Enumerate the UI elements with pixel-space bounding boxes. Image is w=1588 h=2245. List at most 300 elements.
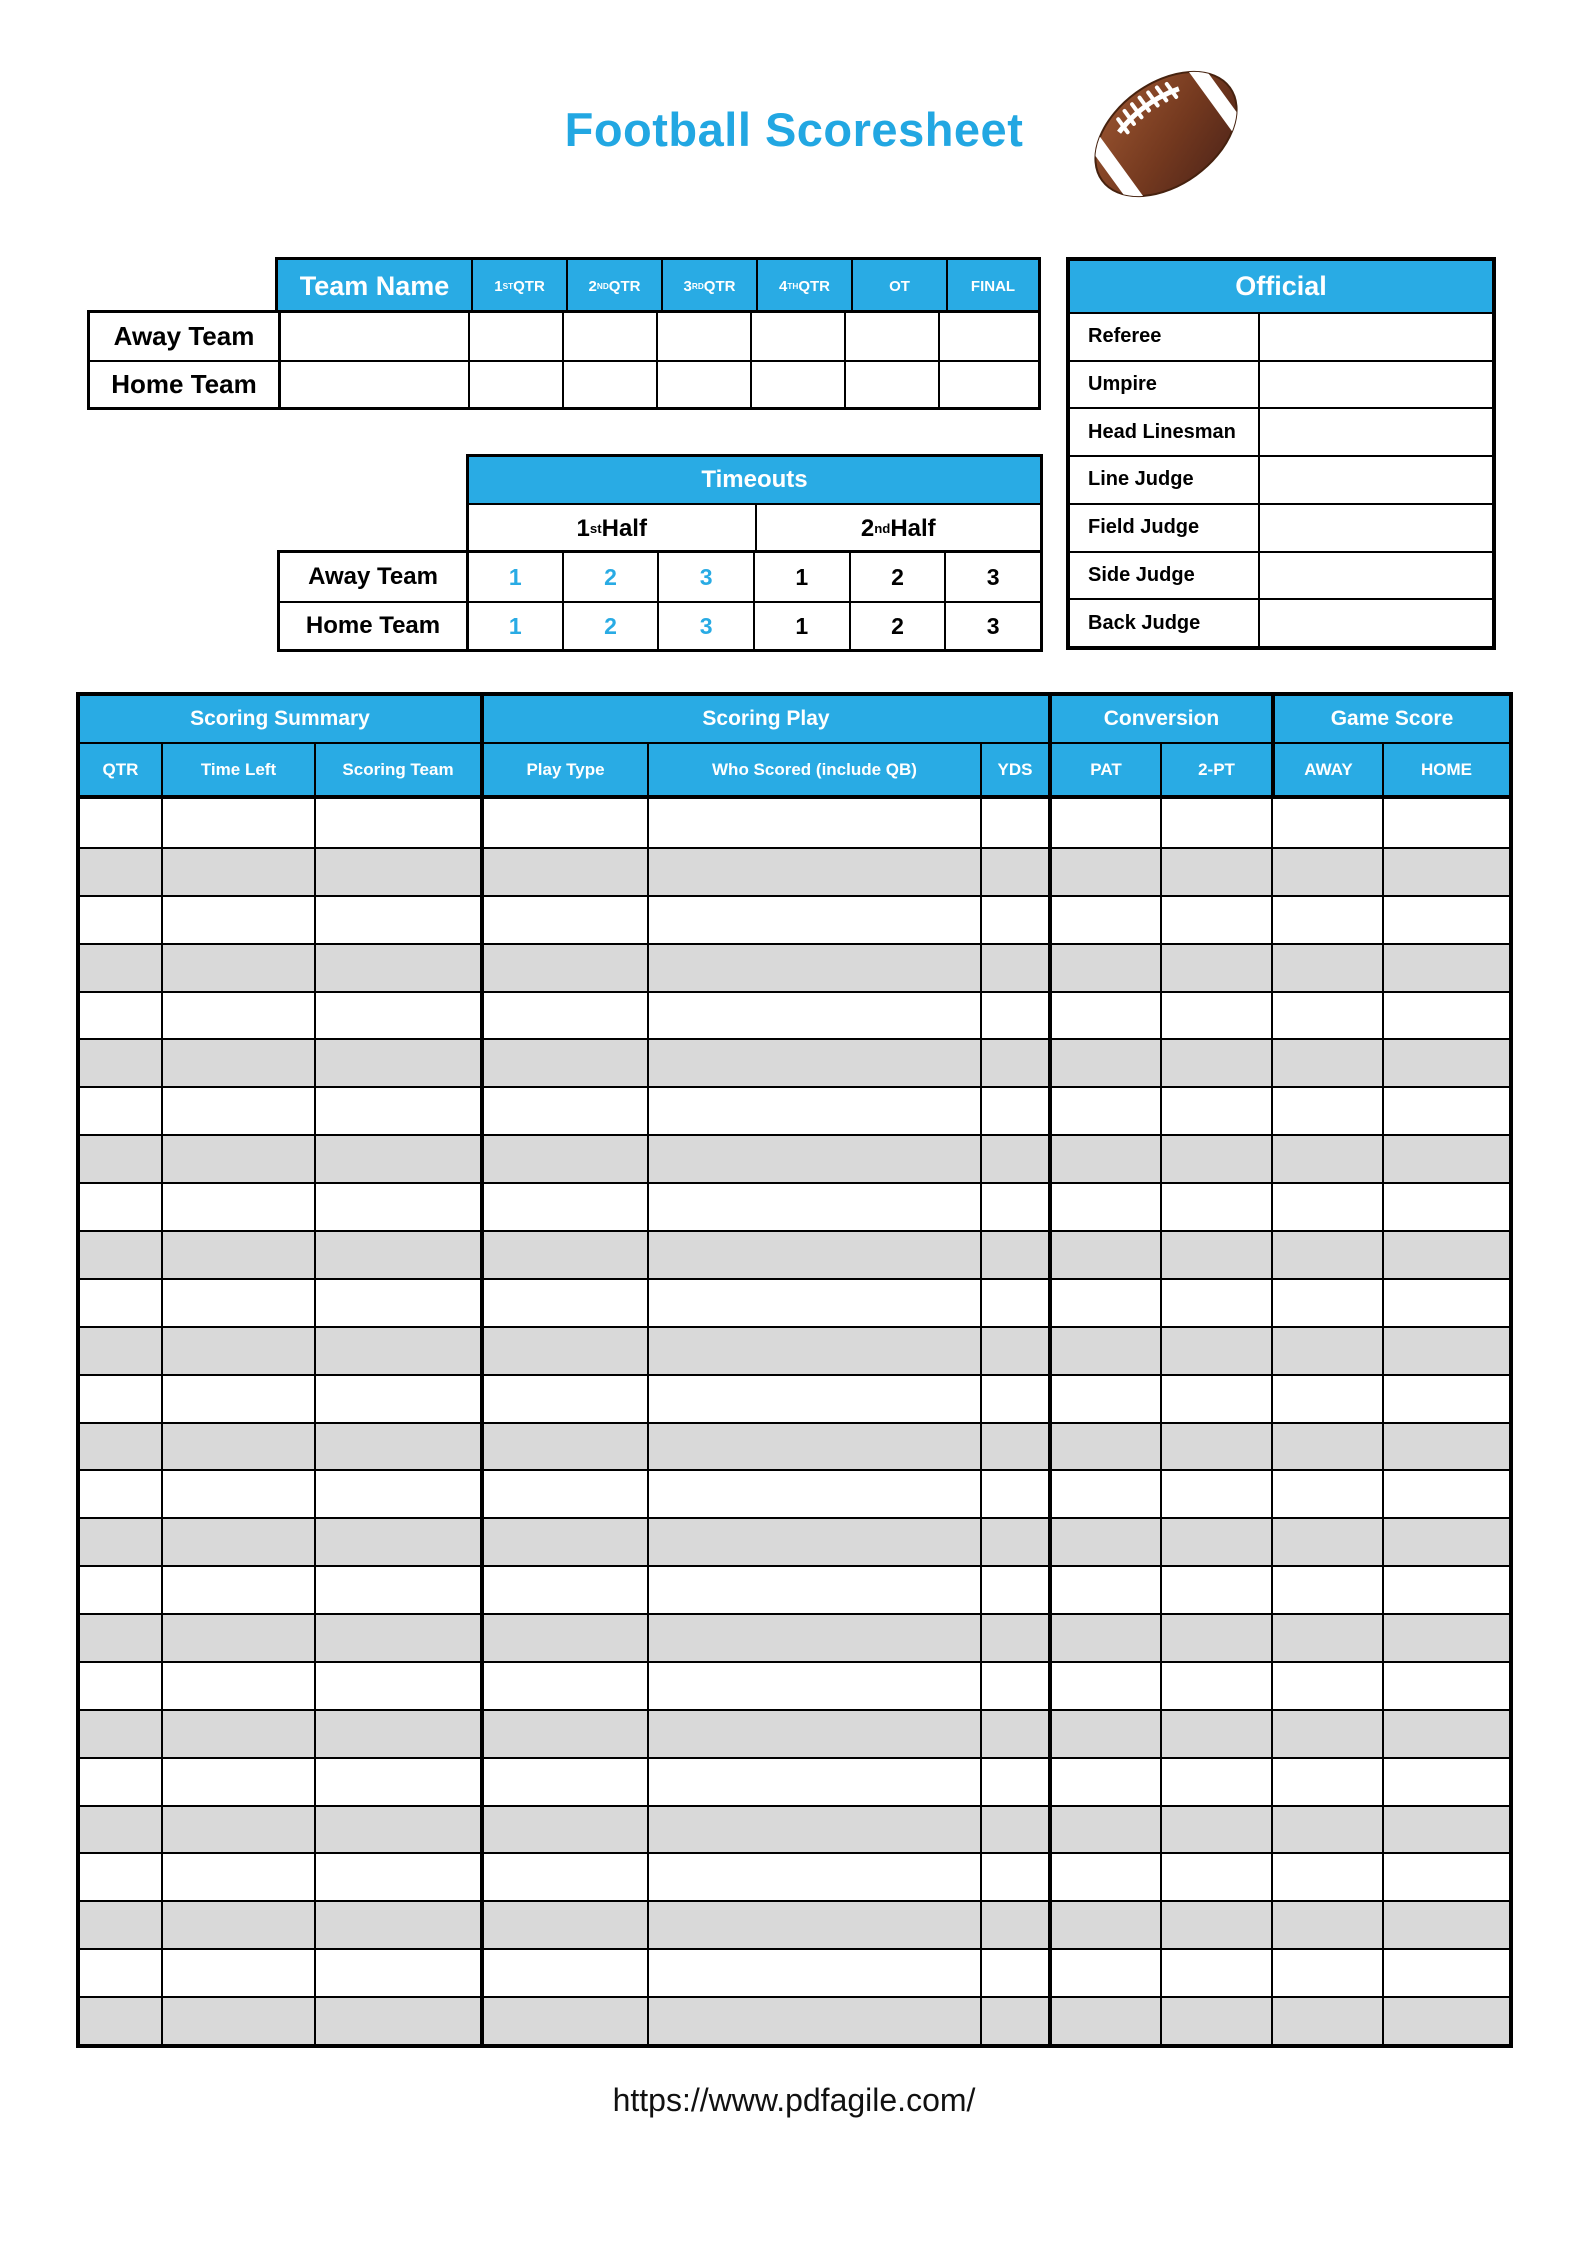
scoring-cell-empty[interactable] — [980, 1328, 1048, 1374]
official-name-cell[interactable] — [1258, 598, 1492, 646]
scoring-cell-empty[interactable] — [1271, 1567, 1382, 1613]
scoring-cell-empty[interactable] — [1382, 897, 1509, 943]
scoring-cell-empty[interactable] — [1160, 1376, 1271, 1422]
official-name-cell[interactable] — [1258, 407, 1492, 455]
scoring-cell-empty[interactable] — [980, 1184, 1048, 1230]
scoring-cell-empty[interactable] — [1271, 1184, 1382, 1230]
scoring-cell-empty[interactable] — [314, 897, 480, 943]
scoring-cell-empty[interactable] — [980, 1232, 1048, 1278]
scoring-row — [80, 1805, 1509, 1853]
scoring-cell-empty[interactable] — [314, 1615, 480, 1661]
scoring-cell-empty[interactable] — [1271, 1663, 1382, 1709]
scoring-cell-empty[interactable] — [80, 1040, 161, 1086]
scoring-cell-empty[interactable] — [161, 1950, 314, 1996]
scoring-cell-empty[interactable] — [80, 1663, 161, 1709]
scoring-cell-empty[interactable] — [1271, 1232, 1382, 1278]
scoring-cell-empty[interactable] — [480, 1567, 647, 1613]
scoring-cell-empty[interactable] — [161, 945, 314, 991]
scoring-cell-empty[interactable] — [1382, 1471, 1509, 1517]
scoring-cell-empty[interactable] — [647, 993, 980, 1039]
scoring-cell-empty[interactable] — [1382, 945, 1509, 991]
scoring-cell-empty[interactable] — [80, 1232, 161, 1278]
scoring-cell-empty[interactable] — [1048, 1280, 1160, 1326]
scoring-cell-empty[interactable] — [480, 1040, 647, 1086]
scoring-cell-empty[interactable] — [1160, 1424, 1271, 1470]
scoring-cell-empty[interactable] — [980, 1136, 1048, 1182]
scoring-cell-empty[interactable] — [80, 1424, 161, 1470]
ot-header: OT — [851, 260, 946, 313]
scoring-cell-empty[interactable] — [647, 1663, 980, 1709]
scoring-cell-empty[interactable] — [1160, 1950, 1271, 1996]
scoring-cell-empty[interactable] — [161, 1711, 314, 1757]
scoring-cell-empty[interactable] — [1048, 1519, 1160, 1565]
scoring-cell-empty[interactable] — [1271, 897, 1382, 943]
scoring-cell-empty[interactable] — [1048, 799, 1160, 847]
scoring-cell-empty[interactable] — [80, 1519, 161, 1565]
scoring-cell-empty[interactable] — [1271, 1854, 1382, 1900]
scoring-cell-empty[interactable] — [1048, 1902, 1160, 1948]
scoring-cell-empty[interactable] — [80, 1902, 161, 1948]
scoring-cell-empty[interactable] — [80, 1711, 161, 1757]
scoring-row — [80, 1757, 1509, 1805]
scoring-cell-empty[interactable] — [161, 1759, 314, 1805]
scoring-cell-empty[interactable] — [480, 993, 647, 1039]
scoring-cell-empty[interactable] — [161, 1854, 314, 1900]
scoring-cell-empty[interactable] — [80, 1376, 161, 1422]
scoring-cell-empty[interactable] — [161, 799, 314, 847]
scoring-cell-empty[interactable] — [1382, 1280, 1509, 1326]
scoring-cell-empty[interactable] — [80, 849, 161, 895]
scoring-cell-empty[interactable] — [1160, 1280, 1271, 1326]
timeout-number[interactable]: 1 — [753, 601, 849, 649]
team-name-cell[interactable] — [278, 313, 468, 360]
scoring-cell-empty[interactable] — [480, 1807, 647, 1853]
scoring-cell-empty[interactable] — [647, 1615, 980, 1661]
scoring-cell-empty[interactable] — [1048, 1711, 1160, 1757]
score-cell[interactable] — [844, 360, 938, 407]
scoring-cell-empty[interactable] — [980, 945, 1048, 991]
scoring-cell-empty[interactable] — [314, 799, 480, 847]
scoring-cell-empty[interactable] — [1271, 945, 1382, 991]
scoring-cell-empty[interactable] — [647, 1184, 980, 1230]
scoring-cell-empty[interactable] — [314, 1902, 480, 1948]
scoring-cell-empty[interactable] — [1048, 1136, 1160, 1182]
timeout-number[interactable]: 3 — [657, 601, 753, 649]
scoring-cell-empty[interactable] — [161, 1040, 314, 1086]
scoring-cell-empty[interactable] — [1048, 849, 1160, 895]
scoring-cell-empty[interactable] — [1382, 1328, 1509, 1374]
scoring-cell-empty[interactable] — [80, 897, 161, 943]
scoring-cell-empty[interactable] — [647, 1519, 980, 1565]
official-name-cell[interactable] — [1258, 551, 1492, 599]
timeout-number[interactable]: 3 — [657, 553, 753, 601]
scoring-cell-empty[interactable] — [1382, 1854, 1509, 1900]
scoring-cell-empty[interactable] — [1271, 1711, 1382, 1757]
scoring-cell-empty[interactable] — [1048, 897, 1160, 943]
scoring-cell-empty[interactable] — [1048, 1998, 1160, 2044]
scoring-cell-empty[interactable] — [480, 1902, 647, 1948]
scoring-cell-empty[interactable] — [1160, 1615, 1271, 1661]
scoring-cell-empty[interactable] — [314, 1711, 480, 1757]
scoring-cell-empty[interactable] — [1382, 1711, 1509, 1757]
scoring-cell-empty[interactable] — [480, 897, 647, 943]
scoring-cell-empty[interactable] — [980, 1711, 1048, 1757]
scoring-cell-empty[interactable] — [80, 1471, 161, 1517]
scoring-cell-empty[interactable] — [1382, 1184, 1509, 1230]
scoring-cell-empty[interactable] — [1382, 1807, 1509, 1853]
scoring-cell-empty[interactable] — [1048, 1424, 1160, 1470]
score-cell[interactable] — [938, 313, 1038, 360]
scoring-cell-empty[interactable] — [1382, 799, 1509, 847]
scoring-cell-empty[interactable] — [1048, 1184, 1160, 1230]
scoring-cell-empty[interactable] — [1160, 1567, 1271, 1613]
scoring-cell-empty[interactable] — [1048, 945, 1160, 991]
scoring-cell-empty[interactable] — [161, 1471, 314, 1517]
timeout-number[interactable]: 2 — [562, 601, 658, 649]
scoring-cell-empty[interactable] — [314, 1088, 480, 1134]
scoring-cell-empty[interactable] — [1160, 1471, 1271, 1517]
scoring-cell-empty[interactable] — [647, 1711, 980, 1757]
scoring-cell-empty[interactable] — [80, 1184, 161, 1230]
scoring-cell-empty[interactable] — [647, 1088, 980, 1134]
official-name-cell[interactable] — [1258, 360, 1492, 408]
scoring-cell-empty[interactable] — [161, 1902, 314, 1948]
scoring-cell-empty[interactable] — [1271, 1902, 1382, 1948]
scoring-cell-empty[interactable] — [1160, 1232, 1271, 1278]
scoring-cell-empty[interactable] — [80, 945, 161, 991]
score-cell[interactable] — [938, 360, 1038, 407]
scoring-cell-empty[interactable] — [161, 1567, 314, 1613]
scoring-cell-empty[interactable] — [1048, 1807, 1160, 1853]
scoring-cell-empty[interactable] — [1271, 1998, 1382, 2044]
scoring-cell-empty[interactable] — [80, 1088, 161, 1134]
scoring-cell-empty[interactable] — [1271, 1424, 1382, 1470]
scoring-cell-empty[interactable] — [1048, 1471, 1160, 1517]
footer-link[interactable]: https://www.pdfagile.com/ — [612, 2082, 976, 2118]
scoring-cell-empty[interactable] — [980, 1040, 1048, 1086]
scoring-cell-empty[interactable] — [980, 1424, 1048, 1470]
score-cell[interactable] — [468, 313, 562, 360]
scoring-cell-empty[interactable] — [480, 1328, 647, 1374]
scoring-cell-empty[interactable] — [480, 1232, 647, 1278]
scoring-cell-empty[interactable] — [480, 849, 647, 895]
scoring-cell-empty[interactable] — [1382, 1759, 1509, 1805]
scoring-cell-empty[interactable] — [1160, 897, 1271, 943]
scoring-cell-empty[interactable] — [80, 1615, 161, 1661]
scoring-cell-empty[interactable] — [980, 1280, 1048, 1326]
scoring-cell-empty[interactable] — [80, 1136, 161, 1182]
scoring-cell-empty[interactable] — [1382, 1136, 1509, 1182]
scoring-cell-empty[interactable] — [1271, 849, 1382, 895]
timeout-number[interactable]: 2 — [849, 553, 945, 601]
timeouts-table-body — [277, 550, 1043, 652]
scoring-cell-empty[interactable] — [161, 1424, 314, 1470]
scoring-cell-empty[interactable] — [480, 1854, 647, 1900]
scoring-cell-empty[interactable] — [980, 1998, 1048, 2044]
scoring-cell-empty[interactable] — [647, 1807, 980, 1853]
scoring-cell-empty[interactable] — [647, 1424, 980, 1470]
scoring-cell-empty[interactable] — [314, 1567, 480, 1613]
scoring-cell-empty[interactable] — [647, 1232, 980, 1278]
scoring-cell-empty[interactable] — [80, 1807, 161, 1853]
scoring-cell-empty[interactable] — [314, 1807, 480, 1853]
scoring-cell-empty[interactable] — [314, 1184, 480, 1230]
scoring-cell-empty[interactable] — [1271, 1807, 1382, 1853]
timeout-number[interactable]: 2 — [849, 601, 945, 649]
score-cell[interactable] — [750, 360, 844, 407]
scoring-cell-empty[interactable] — [480, 1519, 647, 1565]
scoring-cell-empty[interactable] — [1048, 1663, 1160, 1709]
score-cell[interactable] — [844, 313, 938, 360]
scoring-cell-empty[interactable] — [480, 1376, 647, 1422]
scoring-cell-empty[interactable] — [480, 1663, 647, 1709]
scoring-cell-empty[interactable] — [1160, 1854, 1271, 1900]
scoring-cell-empty[interactable] — [314, 1040, 480, 1086]
score-cell[interactable] — [468, 360, 562, 407]
scoring-cell-empty[interactable] — [80, 1998, 161, 2044]
scoring-cell-empty[interactable] — [1048, 1854, 1160, 1900]
scoring-cell-empty[interactable] — [80, 1280, 161, 1326]
scoring-cell-empty[interactable] — [314, 1232, 480, 1278]
scoring-cell-empty[interactable] — [1048, 1950, 1160, 1996]
scoring-cell-empty[interactable] — [80, 1950, 161, 1996]
official-name-cell[interactable] — [1258, 312, 1492, 360]
scoring-cell-empty[interactable] — [1382, 1663, 1509, 1709]
scoring-cell-empty[interactable] — [980, 1567, 1048, 1613]
scoring-cell-empty[interactable] — [161, 1519, 314, 1565]
scoring-cell-empty[interactable] — [480, 1280, 647, 1326]
scoring-cell-empty[interactable] — [314, 993, 480, 1039]
scoring-cell-empty[interactable] — [480, 1136, 647, 1182]
scoring-cell-empty[interactable] — [1382, 1950, 1509, 1996]
scoring-cell-empty[interactable] — [647, 1280, 980, 1326]
scoring-cell-empty[interactable] — [1382, 1519, 1509, 1565]
scoring-cell-empty[interactable] — [1160, 1902, 1271, 1948]
scoring-cell-empty[interactable] — [161, 1280, 314, 1326]
scoring-cell-empty[interactable] — [161, 1615, 314, 1661]
scoring-cell-empty[interactable] — [1271, 1471, 1382, 1517]
score-cell[interactable] — [562, 313, 656, 360]
scoring-cell-empty[interactable] — [480, 1471, 647, 1517]
scoring-cell-empty[interactable] — [161, 1184, 314, 1230]
scoring-cell-empty[interactable] — [1048, 1567, 1160, 1613]
scoring-cell-empty[interactable] — [1271, 799, 1382, 847]
scoring-cell-empty[interactable] — [1160, 1136, 1271, 1182]
timeout-number[interactable]: 1 — [466, 601, 562, 649]
scoring-cell-empty[interactable] — [480, 945, 647, 991]
scoring-cell-empty[interactable] — [1160, 1711, 1271, 1757]
scoring-cell-empty[interactable] — [161, 1136, 314, 1182]
scoring-cell-empty[interactable] — [647, 1902, 980, 1948]
scoring-cell-empty[interactable] — [1160, 1328, 1271, 1374]
scoring-cell-empty[interactable] — [1382, 1615, 1509, 1661]
scoring-cell-empty[interactable] — [314, 1759, 480, 1805]
scoring-cell-empty[interactable] — [314, 1950, 480, 1996]
score-cell[interactable] — [750, 313, 844, 360]
scoring-cell-empty[interactable] — [161, 1232, 314, 1278]
scoring-cell-empty[interactable] — [647, 1950, 980, 1996]
score-cell[interactable] — [656, 313, 750, 360]
scoring-cell-empty[interactable] — [314, 1328, 480, 1374]
scoring-cell-empty[interactable] — [980, 1471, 1048, 1517]
scoring-cell-empty[interactable] — [647, 1471, 980, 1517]
scoring-cell-empty[interactable] — [1048, 1376, 1160, 1422]
scoring-cell-empty[interactable] — [1271, 1950, 1382, 1996]
scoring-cell-empty[interactable] — [80, 1854, 161, 1900]
scoring-cell-empty[interactable] — [1271, 1519, 1382, 1565]
scoring-cell-empty[interactable] — [980, 1902, 1048, 1948]
scoring-cell-empty[interactable] — [480, 1615, 647, 1661]
scoring-cell-empty[interactable] — [480, 1184, 647, 1230]
scoring-cell-empty[interactable] — [1160, 849, 1271, 895]
scoring-cell-empty[interactable] — [314, 1998, 480, 2044]
scoring-cell-empty[interactable] — [1382, 993, 1509, 1039]
timeout-number[interactable]: 1 — [753, 553, 849, 601]
scoring-cell-empty[interactable] — [480, 1998, 647, 2044]
scoring-cell-empty[interactable] — [1271, 1088, 1382, 1134]
scoring-cell-empty[interactable] — [1271, 1759, 1382, 1805]
scoring-cell-empty[interactable] — [647, 799, 980, 847]
scoring-cell-empty[interactable] — [1160, 1807, 1271, 1853]
scoring-cell-empty[interactable] — [1160, 1998, 1271, 2044]
scoring-cell-empty[interactable] — [161, 897, 314, 943]
scoring-cell-empty[interactable] — [1048, 1759, 1160, 1805]
scoring-cell-empty[interactable] — [1048, 993, 1160, 1039]
scoring-cell-empty[interactable] — [314, 1376, 480, 1422]
scoring-cell-empty[interactable] — [1048, 1615, 1160, 1661]
scoring-cell-empty[interactable] — [647, 849, 980, 895]
scoring-cell-empty[interactable] — [647, 1328, 980, 1374]
scoring-cell-empty[interactable] — [1160, 945, 1271, 991]
scoring-cell-empty[interactable] — [161, 1328, 314, 1374]
scoring-cell-empty[interactable] — [647, 1854, 980, 1900]
scoring-cell-empty[interactable] — [1271, 1136, 1382, 1182]
scoring-cell-empty[interactable] — [80, 1328, 161, 1374]
scoring-cell-empty[interactable] — [314, 849, 480, 895]
scoring-cell-empty[interactable] — [480, 1088, 647, 1134]
scoring-cell-empty[interactable] — [1048, 1088, 1160, 1134]
score-cell[interactable] — [562, 360, 656, 407]
scoring-cell-empty[interactable] — [80, 1567, 161, 1613]
scoring-cell-empty[interactable] — [980, 1854, 1048, 1900]
scoring-cell-empty[interactable] — [161, 1998, 314, 2044]
team-name-cell[interactable] — [278, 360, 468, 407]
scoring-cell-empty[interactable] — [1160, 1519, 1271, 1565]
scoring-cell-empty[interactable] — [480, 1711, 647, 1757]
scoring-cell-empty[interactable] — [980, 1376, 1048, 1422]
scoring-cell-empty[interactable] — [161, 1807, 314, 1853]
scoring-cell-empty[interactable] — [980, 993, 1048, 1039]
score-cell[interactable] — [656, 360, 750, 407]
scoring-cell-empty[interactable] — [314, 1854, 480, 1900]
scoring-cell-empty[interactable] — [1160, 1040, 1271, 1086]
scoring-cell-empty[interactable] — [1382, 1567, 1509, 1613]
scoring-cell-empty[interactable] — [1382, 1040, 1509, 1086]
scoring-cell-empty[interactable] — [1271, 1615, 1382, 1661]
scoring-cell-empty[interactable] — [1271, 993, 1382, 1039]
scoring-cell-empty[interactable] — [647, 1998, 980, 2044]
scoring-cell-empty[interactable] — [161, 1088, 314, 1134]
scoring-cell-empty[interactable] — [980, 849, 1048, 895]
scoring-cell-empty[interactable] — [1160, 993, 1271, 1039]
scoring-cell-empty[interactable] — [980, 1807, 1048, 1853]
timeout-number[interactable]: 2 — [562, 553, 658, 601]
scoring-cell-empty[interactable] — [980, 1663, 1048, 1709]
scoring-cell-empty[interactable] — [1382, 1088, 1509, 1134]
scoring-cell-empty[interactable] — [480, 1424, 647, 1470]
scoring-cell-empty[interactable] — [161, 849, 314, 895]
official-name-cell[interactable] — [1258, 503, 1492, 551]
scoring-cell-empty[interactable] — [980, 1615, 1048, 1661]
scoring-cell-empty[interactable] — [314, 1519, 480, 1565]
scoring-cell-empty[interactable] — [80, 799, 161, 847]
scoring-cell-empty[interactable] — [1382, 849, 1509, 895]
scoring-cell-empty[interactable] — [647, 1136, 980, 1182]
scoring-cell-empty[interactable] — [161, 1663, 314, 1709]
official-name-cell[interactable] — [1258, 455, 1492, 503]
scoring-cell-empty[interactable] — [647, 1040, 980, 1086]
scoring-cell-empty[interactable] — [1048, 1232, 1160, 1278]
scoring-cell-empty[interactable] — [80, 993, 161, 1039]
scoring-cell-empty[interactable] — [1271, 1040, 1382, 1086]
timeout-number[interactable]: 3 — [944, 601, 1040, 649]
scoring-cell-empty[interactable] — [1271, 1328, 1382, 1374]
scoring-cell-empty[interactable] — [314, 1471, 480, 1517]
scoring-cell-empty[interactable] — [1382, 1902, 1509, 1948]
scoring-cell-empty[interactable] — [1271, 1280, 1382, 1326]
scoring-table — [76, 692, 1513, 2048]
scoring-cell-empty[interactable] — [1271, 1376, 1382, 1422]
scoring-cell-empty[interactable] — [1382, 1998, 1509, 2044]
scoring-cell-empty[interactable] — [314, 1136, 480, 1182]
scoring-cell-empty[interactable] — [1382, 1376, 1509, 1422]
scoring-cell-empty[interactable] — [1048, 1040, 1160, 1086]
col-yds: YDS — [980, 744, 1048, 795]
scoring-cell-empty[interactable] — [314, 1280, 480, 1326]
scoring-cell-empty[interactable] — [1160, 1663, 1271, 1709]
scoring-cell-empty[interactable] — [314, 945, 480, 991]
scoring-cell-empty[interactable] — [314, 1663, 480, 1709]
scoring-cell-empty[interactable] — [647, 897, 980, 943]
scoring-cell-empty[interactable] — [161, 993, 314, 1039]
scoring-cell-empty[interactable] — [647, 945, 980, 991]
scoring-cell-empty[interactable] — [980, 1950, 1048, 1996]
scoring-cell-empty[interactable] — [1160, 1184, 1271, 1230]
scoring-cell-empty[interactable] — [1382, 1424, 1509, 1470]
scoring-cell-empty[interactable] — [80, 1759, 161, 1805]
scoring-cell-empty[interactable] — [1160, 1088, 1271, 1134]
scoring-cell-empty[interactable] — [980, 1088, 1048, 1134]
scoring-cell-empty[interactable] — [1048, 1328, 1160, 1374]
scoring-cell-empty[interactable] — [647, 1567, 980, 1613]
timeout-number[interactable]: 1 — [466, 553, 562, 601]
scoring-cell-empty[interactable] — [1160, 1759, 1271, 1805]
scoring-cell-empty[interactable] — [980, 799, 1048, 847]
scoring-cell-empty[interactable] — [647, 1376, 980, 1422]
timeout-number[interactable]: 3 — [944, 553, 1040, 601]
scoring-cell-empty[interactable] — [980, 1759, 1048, 1805]
scoring-cell-empty[interactable] — [161, 1376, 314, 1422]
scoring-cell-empty[interactable] — [480, 1950, 647, 1996]
scoring-cell-empty[interactable] — [647, 1759, 980, 1805]
scoring-cell-empty[interactable] — [480, 799, 647, 847]
scoring-cell-empty[interactable] — [1382, 1232, 1509, 1278]
scoring-cell-empty[interactable] — [1160, 799, 1271, 847]
scoring-cell-empty[interactable] — [480, 1759, 647, 1805]
scoring-cell-empty[interactable] — [980, 1519, 1048, 1565]
scoring-cell-empty[interactable] — [980, 897, 1048, 943]
scoring-cell-empty[interactable] — [314, 1424, 480, 1470]
